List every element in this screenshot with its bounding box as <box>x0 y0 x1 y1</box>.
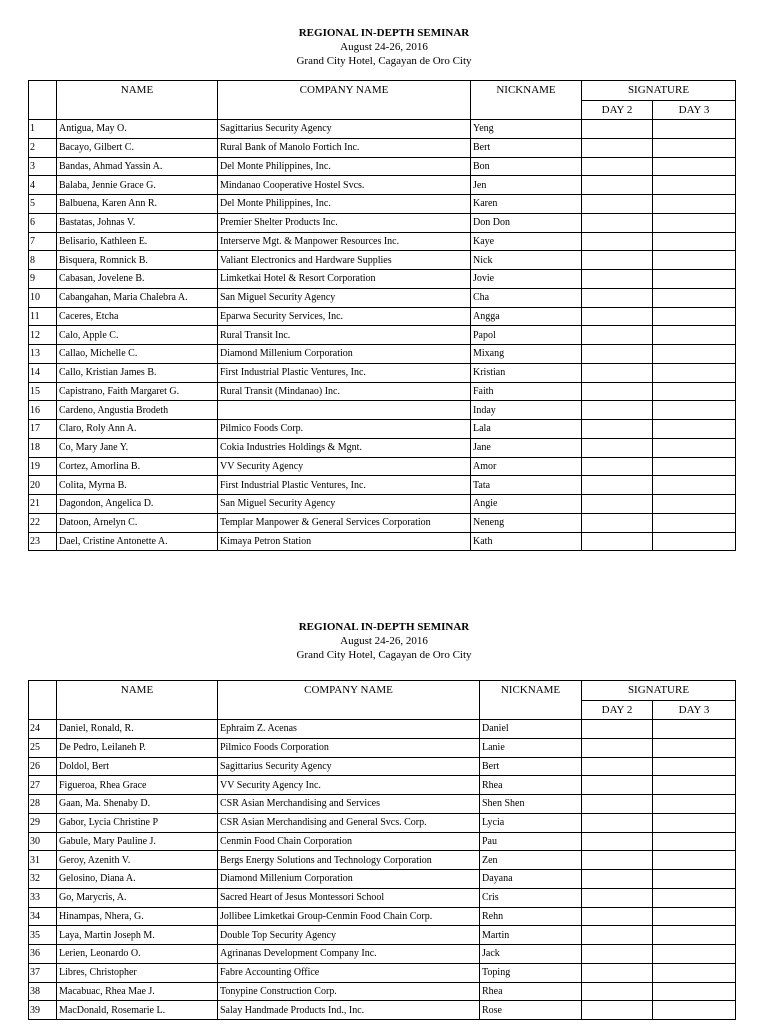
signature-day3-cell[interactable] <box>653 120 736 139</box>
row-number: 23 <box>29 532 57 551</box>
nickname: Neneng <box>471 513 582 532</box>
col-day3-header: DAY 3 <box>653 100 736 120</box>
signature-day2-cell[interactable] <box>582 157 653 176</box>
nickname: Jovie <box>471 270 582 289</box>
signature-day2-cell[interactable] <box>582 757 653 776</box>
signature-day3-cell[interactable] <box>653 138 736 157</box>
row-number: 36 <box>29 945 57 964</box>
seminar-venue: Grand City Hotel, Cagayan de Oro City <box>296 649 472 661</box>
nickname: Jane <box>471 438 582 457</box>
signature-day3-cell[interactable] <box>653 157 736 176</box>
attendee-name: Callo, Kristian James B. <box>57 363 218 382</box>
company-name: Sagittarius Security Agency <box>218 120 471 139</box>
table-row <box>29 813 736 832</box>
signature-day3-cell[interactable] <box>653 495 736 514</box>
signature-day3-cell[interactable] <box>653 888 736 907</box>
signature-day2-cell[interactable] <box>582 832 653 851</box>
signature-day2-cell[interactable] <box>582 457 653 476</box>
company-name: Diamond Millenium Corporation <box>218 870 480 889</box>
row-number: 16 <box>29 401 57 420</box>
attendee-name: Figueroa, Rhea Grace <box>57 776 218 795</box>
company-name: Rural Transit (Mindanao) Inc. <box>218 382 471 401</box>
nickname: Martin <box>480 926 582 945</box>
signature-day2-cell[interactable] <box>582 326 653 345</box>
attendee-name: Cortez, Amorlina B. <box>57 457 218 476</box>
signature-day2-cell[interactable] <box>582 907 653 926</box>
attendee-name: Dagondon, Angelica D. <box>57 495 218 514</box>
attendee-name: Calo, Apple C. <box>57 326 218 345</box>
attendee-name: Go, Marycris, A. <box>57 888 218 907</box>
row-number: 33 <box>29 888 57 907</box>
signature-day3-cell[interactable] <box>653 513 736 532</box>
row-number: 14 <box>29 363 57 382</box>
company-name: Valiant Electronics and Hardware Supplies <box>218 251 471 270</box>
signature-day2-cell[interactable] <box>582 532 653 551</box>
row-number: 11 <box>29 307 57 326</box>
signature-day2-cell[interactable] <box>582 738 653 757</box>
signature-day3-cell[interactable] <box>653 420 736 439</box>
table-row <box>29 870 736 889</box>
company-name: Del Monte Philippines, Inc. <box>218 195 471 214</box>
row-number: 6 <box>29 213 57 232</box>
company-name: Agrinanas Development Company Inc. <box>218 945 480 964</box>
table-row <box>29 270 736 289</box>
attendee-name: Balaba, Jennie Grace G. <box>57 176 218 195</box>
table-row <box>29 495 736 514</box>
signature-day3-cell[interactable] <box>653 401 736 420</box>
company-name: Templar Manpower & General Services Corporation <box>218 513 471 532</box>
row-number: 13 <box>29 345 57 364</box>
nickname: Rhea <box>480 776 582 795</box>
signature-day3-cell[interactable] <box>653 382 736 401</box>
nickname: Lanie <box>480 738 582 757</box>
nickname: Tata <box>471 476 582 495</box>
signature-day2-cell[interactable] <box>582 345 653 364</box>
signature-day2-cell[interactable] <box>582 945 653 964</box>
company-name: VV Security Agency Inc. <box>218 776 480 795</box>
col-signature-header: SIGNATURE <box>582 81 736 101</box>
company-name: Bergs Energy Solutions and Technology Corporation <box>218 851 480 870</box>
row-number: 15 <box>29 382 57 401</box>
table-row <box>29 926 736 945</box>
signature-day2-cell[interactable] <box>582 963 653 982</box>
signature-day3-cell[interactable] <box>653 251 736 270</box>
signature-day2-cell[interactable] <box>582 813 653 832</box>
signature-day2-cell[interactable] <box>582 476 653 495</box>
nickname: Karen <box>471 195 582 214</box>
signature-day2-cell[interactable] <box>582 307 653 326</box>
row-number: 22 <box>29 513 57 532</box>
signature-day3-cell[interactable] <box>653 982 736 1001</box>
col-name-header: NAME <box>57 681 218 720</box>
signature-day2-cell[interactable] <box>582 438 653 457</box>
col-signature-header: SIGNATURE <box>582 681 736 701</box>
company-name: VV Security Agency <box>218 457 471 476</box>
table-row <box>29 176 736 195</box>
row-number: 29 <box>29 813 57 832</box>
signature-day2-cell[interactable] <box>582 795 653 814</box>
row-number: 24 <box>29 720 57 739</box>
row-number: 32 <box>29 870 57 889</box>
seminar-title: REGIONAL IN-DEPTH SEMINAR <box>298 27 470 39</box>
table-row <box>29 307 736 326</box>
nickname: Inday <box>471 401 582 420</box>
signature-day3-cell[interactable] <box>653 851 736 870</box>
table-row <box>29 851 736 870</box>
signature-day2-cell[interactable] <box>582 270 653 289</box>
table-row <box>29 457 736 476</box>
signature-day3-cell[interactable] <box>653 345 736 364</box>
signature-day3-cell[interactable] <box>653 213 736 232</box>
row-number: 5 <box>29 195 57 214</box>
attendee-name: Claro, Roly Ann A. <box>57 420 218 439</box>
table-row <box>29 776 736 795</box>
company-name: Jollibee Limketkai Group-Cenmin Food Chain Corp. <box>218 907 480 926</box>
col-name-header: NAME <box>57 81 218 120</box>
table-row <box>29 401 736 420</box>
company-name: Eparwa Security Services, Inc. <box>218 307 471 326</box>
attendee-name: Bisquera, Romnick B. <box>57 251 218 270</box>
table-row <box>29 213 736 232</box>
signature-day3-cell[interactable] <box>653 1001 736 1020</box>
attendee-name: Co, Mary Jane Y. <box>57 438 218 457</box>
nickname: Angga <box>471 307 582 326</box>
nickname: Mixang <box>471 345 582 364</box>
col-nickname-header: NICKNAME <box>480 681 582 720</box>
signature-day2-cell[interactable] <box>582 176 653 195</box>
signature-day3-cell[interactable] <box>653 288 736 307</box>
table-row <box>29 476 736 495</box>
row-number: 21 <box>29 495 57 514</box>
nickname: Dayana <box>480 870 582 889</box>
row-number: 20 <box>29 476 57 495</box>
sheet-header <box>0 26 768 68</box>
row-number: 30 <box>29 832 57 851</box>
attendee-name: Gelosino, Diana A. <box>57 870 218 889</box>
signature-day3-cell[interactable] <box>653 776 736 795</box>
signature-day2-cell[interactable] <box>582 420 653 439</box>
signature-day2-cell[interactable] <box>582 251 653 270</box>
row-number: 9 <box>29 270 57 289</box>
attendee-name: Geroy, Azenith V. <box>57 851 218 870</box>
attendee-name: Colita, Myrna B. <box>57 476 218 495</box>
nickname: Jen <box>471 176 582 195</box>
row-number: 27 <box>29 776 57 795</box>
table-row <box>29 795 736 814</box>
attendance-table <box>28 680 736 1020</box>
row-number: 2 <box>29 138 57 157</box>
company-name: Premier Shelter Products Inc. <box>218 213 471 232</box>
row-number: 18 <box>29 438 57 457</box>
row-number: 31 <box>29 851 57 870</box>
row-number: 7 <box>29 232 57 251</box>
table-row <box>29 963 736 982</box>
company-name: Fabre Accounting Office <box>218 963 480 982</box>
signature-day2-cell[interactable] <box>582 851 653 870</box>
attendee-name: Lerien, Leonardo O. <box>57 945 218 964</box>
attendee-name: Caceres, Etcha <box>57 307 218 326</box>
signature-day2-cell[interactable] <box>582 870 653 889</box>
attendee-name: Bastatas, Johnas V. <box>57 213 218 232</box>
attendee-name: Libres, Christopher <box>57 963 218 982</box>
attendee-name: De Pedro, Leilaneh P. <box>57 738 218 757</box>
row-number: 4 <box>29 176 57 195</box>
table-row <box>29 363 736 382</box>
attendee-name: Datoon, Arnelyn C. <box>57 513 218 532</box>
attendee-name: Balbuena, Karen Ann R. <box>57 195 218 214</box>
signature-day3-cell[interactable] <box>653 945 736 964</box>
company-name: Sacred Heart of Jesus Montessori School <box>218 888 480 907</box>
signature-day3-cell[interactable] <box>653 757 736 776</box>
company-name: Pilmico Foods Corporation <box>218 738 480 757</box>
signature-day2-cell[interactable] <box>582 288 653 307</box>
attendee-name: Cardeno, Angustia Brodeth <box>57 401 218 420</box>
nickname: Rhea <box>480 982 582 1001</box>
company-name: Kimaya Petron Station <box>218 532 471 551</box>
attendee-name: Cabangahan, Maria Chalebra A. <box>57 288 218 307</box>
row-number: 8 <box>29 251 57 270</box>
nickname: Daniel <box>480 720 582 739</box>
nickname: Jack <box>480 945 582 964</box>
signature-day3-cell[interactable] <box>653 476 736 495</box>
signature-day3-cell[interactable] <box>653 926 736 945</box>
signature-day2-cell[interactable] <box>582 213 653 232</box>
signature-day3-cell[interactable] <box>653 738 736 757</box>
signature-day2-cell[interactable] <box>582 138 653 157</box>
attendee-name: Bandas, Ahmad Yassin A. <box>57 157 218 176</box>
signature-day3-cell[interactable] <box>653 907 736 926</box>
company-name: Del Monte Philippines, Inc. <box>218 157 471 176</box>
table-row <box>29 120 736 139</box>
nickname: Kath <box>471 532 582 551</box>
company-name: Cokia Industries Holdings & Mgnt. <box>218 438 471 457</box>
signature-day3-cell[interactable] <box>653 270 736 289</box>
row-number: 10 <box>29 288 57 307</box>
row-number: 1 <box>29 120 57 139</box>
table-row <box>29 420 736 439</box>
nickname: Don Don <box>471 213 582 232</box>
row-number: 37 <box>29 963 57 982</box>
seminar-dates: August 24-26, 2016 <box>340 635 428 647</box>
row-number: 19 <box>29 457 57 476</box>
table-row <box>29 251 736 270</box>
company-name: Diamond Millenium Corporation <box>218 345 471 364</box>
nickname: Nick <box>471 251 582 270</box>
table-row <box>29 195 736 214</box>
nickname: Bon <box>471 157 582 176</box>
nickname: Zen <box>480 851 582 870</box>
nickname: Cha <box>471 288 582 307</box>
table-row <box>29 720 736 739</box>
signature-day3-cell[interactable] <box>653 457 736 476</box>
attendee-name: Callao, Michelle C. <box>57 345 218 364</box>
signature-day2-cell[interactable] <box>582 232 653 251</box>
table-row <box>29 513 736 532</box>
attendee-name: Antigua, May O. <box>57 120 218 139</box>
signature-day3-cell[interactable] <box>653 363 736 382</box>
signature-day3-cell[interactable] <box>653 795 736 814</box>
attendee-name: Laya, Martin Joseph M. <box>57 926 218 945</box>
signature-day3-cell[interactable] <box>653 326 736 345</box>
company-name: San Miguel Security Agency <box>218 495 471 514</box>
signature-day2-cell[interactable] <box>582 926 653 945</box>
attendee-name: Dael, Cristine Antonette A. <box>57 532 218 551</box>
attendee-name: Belisario, Kathleen E. <box>57 232 218 251</box>
seminar-title: REGIONAL IN-DEPTH SEMINAR <box>298 621 470 633</box>
signature-day2-cell[interactable] <box>582 982 653 1001</box>
row-number: 25 <box>29 738 57 757</box>
signature-day2-cell[interactable] <box>582 195 653 214</box>
col-company-header: COMPANY NAME <box>218 81 471 120</box>
signature-day2-cell[interactable] <box>582 495 653 514</box>
attendee-name: Gabor, Lycia Christine P <box>57 813 218 832</box>
attendee-name: Gabule, Mary Pauline J. <box>57 832 218 851</box>
col-day2-header: DAY 2 <box>582 700 653 720</box>
company-name: Sagittarius Security Agency <box>218 757 480 776</box>
signature-day2-cell[interactable] <box>582 776 653 795</box>
company-name: Cenmin Food Chain Corporation <box>218 832 480 851</box>
nickname: Kristian <box>471 363 582 382</box>
table-row <box>29 945 736 964</box>
company-name: Rural Bank of Manolo Fortich Inc. <box>218 138 471 157</box>
row-number: 34 <box>29 907 57 926</box>
company-name: CSR Asian Merchandising and General Svcs. Corp. <box>218 813 480 832</box>
company-name: Pilmico Foods Corp. <box>218 420 471 439</box>
attendee-name: Capistrano, Faith Margaret G. <box>57 382 218 401</box>
nickname: Lala <box>471 420 582 439</box>
nickname: Angie <box>471 495 582 514</box>
col-day3-header: DAY 3 <box>653 700 736 720</box>
company-name: Ephraim Z. Acenas <box>218 720 480 739</box>
signature-day2-cell[interactable] <box>582 888 653 907</box>
company-name: Mindanao Cooperative Hostel Svcs. <box>218 176 471 195</box>
signature-day3-cell[interactable] <box>653 813 736 832</box>
table-row <box>29 326 736 345</box>
signature-day3-cell[interactable] <box>653 720 736 739</box>
company-name: CSR Asian Merchandising and Services <box>218 795 480 814</box>
table-row <box>29 138 736 157</box>
nickname: Faith <box>471 382 582 401</box>
signature-day2-cell[interactable] <box>582 513 653 532</box>
company-name: Rural Transit Inc. <box>218 326 471 345</box>
signature-day3-cell[interactable] <box>653 963 736 982</box>
company-name: Salay Handmade Products Ind., Inc. <box>218 1001 480 1020</box>
table-row <box>29 438 736 457</box>
table-row <box>29 1001 736 1020</box>
table-row <box>29 832 736 851</box>
row-number: 39 <box>29 1001 57 1020</box>
nickname: Amor <box>471 457 582 476</box>
nickname: Shen Shen <box>480 795 582 814</box>
row-number: 17 <box>29 420 57 439</box>
attendee-name: Gaan, Ma. Shenaby D. <box>57 795 218 814</box>
signature-day3-cell[interactable] <box>653 832 736 851</box>
table-row <box>29 738 736 757</box>
company-name: Limketkai Hotel & Resort Corporation <box>218 270 471 289</box>
company-name: Interserve Mgt. & Manpower Resources Inc. <box>218 232 471 251</box>
company-name: First Industrial Plastic Ventures, Inc. <box>218 363 471 382</box>
nickname: Bert <box>471 138 582 157</box>
table-row <box>29 757 736 776</box>
seminar-venue: Grand City Hotel, Cagayan de Oro City <box>296 55 472 67</box>
row-number: 26 <box>29 757 57 776</box>
nickname: Yeng <box>471 120 582 139</box>
nickname: Kaye <box>471 232 582 251</box>
attendee-name: MacDonald, Rosemarie L. <box>57 1001 218 1020</box>
nickname: Pau <box>480 832 582 851</box>
table-row <box>29 907 736 926</box>
signature-day2-cell[interactable] <box>582 1001 653 1020</box>
table-row <box>29 232 736 251</box>
signature-day3-cell[interactable] <box>653 532 736 551</box>
nickname: Lycia <box>480 813 582 832</box>
col-company-header: COMPANY NAME <box>218 681 480 720</box>
row-number: 12 <box>29 326 57 345</box>
company-name: First Industrial Plastic Ventures, Inc. <box>218 476 471 495</box>
nickname: Rehn <box>480 907 582 926</box>
company-name: San Miguel Security Agency <box>218 288 471 307</box>
signature-day2-cell[interactable] <box>582 382 653 401</box>
signature-day3-cell[interactable] <box>653 870 736 889</box>
signature-day3-cell[interactable] <box>653 195 736 214</box>
signature-day2-cell[interactable] <box>582 363 653 382</box>
col-number <box>29 681 57 720</box>
attendee-name: Macabuac, Rhea Mae J. <box>57 982 218 1001</box>
signature-day3-cell[interactable] <box>653 232 736 251</box>
table-row <box>29 982 736 1001</box>
col-day2-header: DAY 2 <box>582 100 653 120</box>
signature-day3-cell[interactable] <box>653 176 736 195</box>
col-number <box>29 81 57 120</box>
table-row <box>29 288 736 307</box>
company-name <box>218 401 471 420</box>
signature-day3-cell[interactable] <box>653 438 736 457</box>
table-row <box>29 157 736 176</box>
nickname: Bert <box>480 757 582 776</box>
table-row <box>29 532 736 551</box>
company-name: Double Top Security Agency <box>218 926 480 945</box>
signature-day2-cell[interactable] <box>582 720 653 739</box>
attendee-name: Daniel, Ronald, R. <box>57 720 218 739</box>
attendee-name: Bacayo, Gilbert C. <box>57 138 218 157</box>
table-row <box>29 888 736 907</box>
signature-day2-cell[interactable] <box>582 401 653 420</box>
table-row <box>29 345 736 364</box>
sheet-header <box>0 620 768 662</box>
attendee-name: Hinampas, Nhera, G. <box>57 907 218 926</box>
attendee-name: Cabasan, Jovelene B. <box>57 270 218 289</box>
row-number: 3 <box>29 157 57 176</box>
company-name: Tonypine Construction Corp. <box>218 982 480 1001</box>
row-number: 35 <box>29 926 57 945</box>
nickname: Cris <box>480 888 582 907</box>
nickname: Rose <box>480 1001 582 1020</box>
row-number: 28 <box>29 795 57 814</box>
seminar-dates: August 24-26, 2016 <box>340 41 428 53</box>
col-nickname-header: NICKNAME <box>471 81 582 120</box>
row-number: 38 <box>29 982 57 1001</box>
nickname: Toping <box>480 963 582 982</box>
attendee-name: Doldol, Bert <box>57 757 218 776</box>
attendance-table <box>28 80 736 551</box>
nickname: Papol <box>471 326 582 345</box>
signature-day2-cell[interactable] <box>582 120 653 139</box>
signature-day3-cell[interactable] <box>653 307 736 326</box>
table-row <box>29 382 736 401</box>
